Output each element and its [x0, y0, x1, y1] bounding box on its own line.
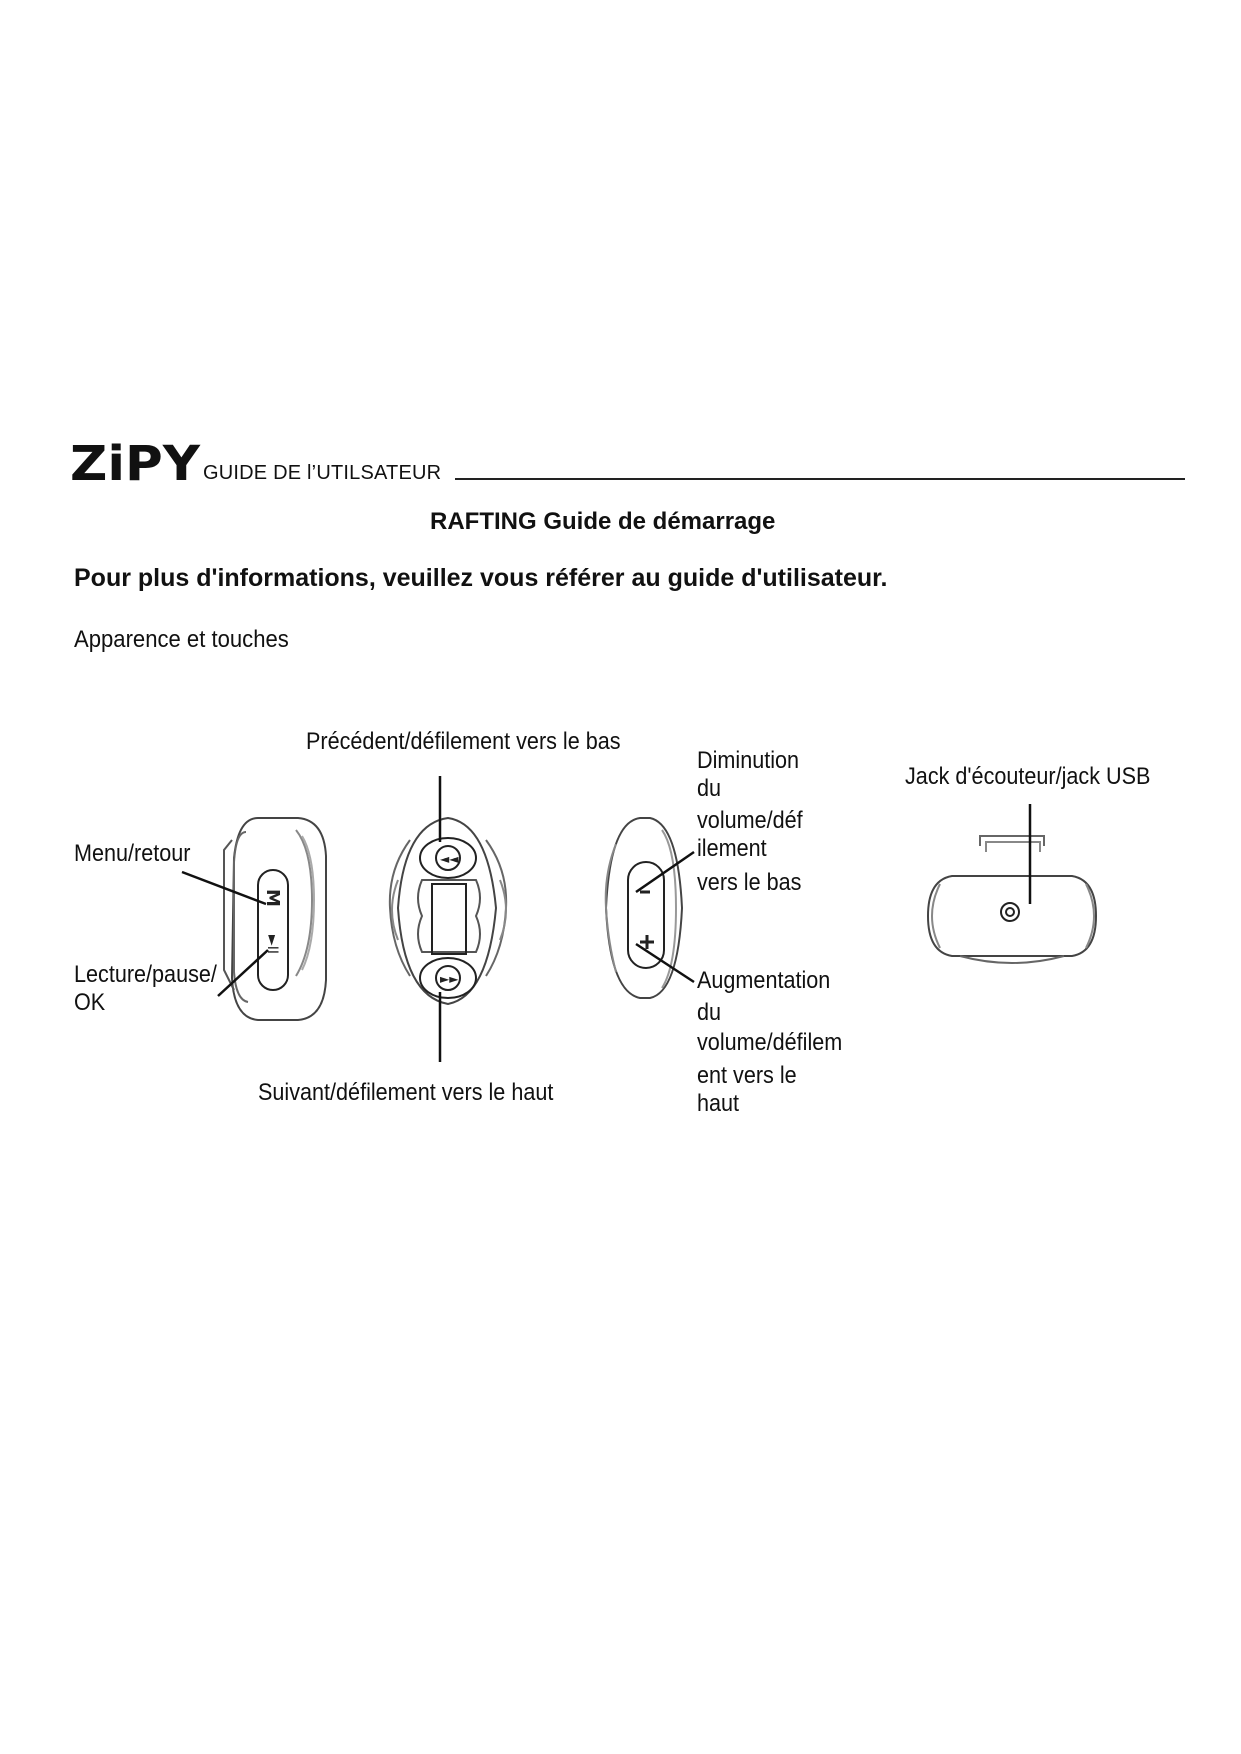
header-title: GUIDE DE l’UTILSATEUR: [203, 462, 442, 484]
zipy-logo: [70, 437, 202, 485]
label-vol-up-3: volume/défilem: [697, 1029, 843, 1056]
svg-text:►►: ►►: [440, 972, 459, 986]
device-bottom-view: [928, 836, 1096, 963]
label-next: Suivant/défilement vers le haut: [258, 1079, 554, 1106]
label-vol-up-2: du: [697, 999, 722, 1026]
header-rule: [455, 478, 1185, 480]
guide-title: RAFTING Guide de démarrage: [430, 508, 776, 535]
device-side-right: [606, 818, 682, 998]
section-heading: Apparence et touches: [74, 626, 289, 653]
svg-text:ZiPY: ZiPY: [70, 437, 202, 485]
device-front: [390, 818, 506, 1004]
device-side-left: [224, 818, 326, 1020]
label-vol-up-1: Augmentation: [697, 967, 831, 994]
label-vol-down-3: volume/déf: [697, 807, 803, 834]
label-play-pause-line2: OK: [74, 989, 106, 1016]
label-play-pause-line1: Lecture/pause/: [74, 961, 217, 988]
svg-text:M: M: [262, 889, 283, 907]
label-vol-down-1: Diminution: [697, 747, 800, 774]
label-vol-down-2: du: [697, 775, 722, 802]
svg-text:►II: ►II: [264, 935, 280, 955]
label-menu-back: Menu/retour: [74, 840, 191, 867]
label-previous: Précédent/défilement vers le bas: [306, 728, 621, 755]
label-vol-up-4: ent vers le: [697, 1062, 797, 1089]
svg-text:◄◄: ◄◄: [440, 852, 459, 866]
label-vol-down-5: vers le bas: [697, 869, 802, 896]
info-line: Pour plus d'informations, veuillez vous référer au guide d'utilisateur.: [74, 564, 888, 592]
label-jack: Jack d'écouteur/jack USB: [905, 763, 1151, 790]
callout-lines: [182, 776, 1030, 1062]
label-vol-up-5: haut: [697, 1090, 740, 1117]
label-vol-down-4: ilement: [697, 835, 767, 862]
